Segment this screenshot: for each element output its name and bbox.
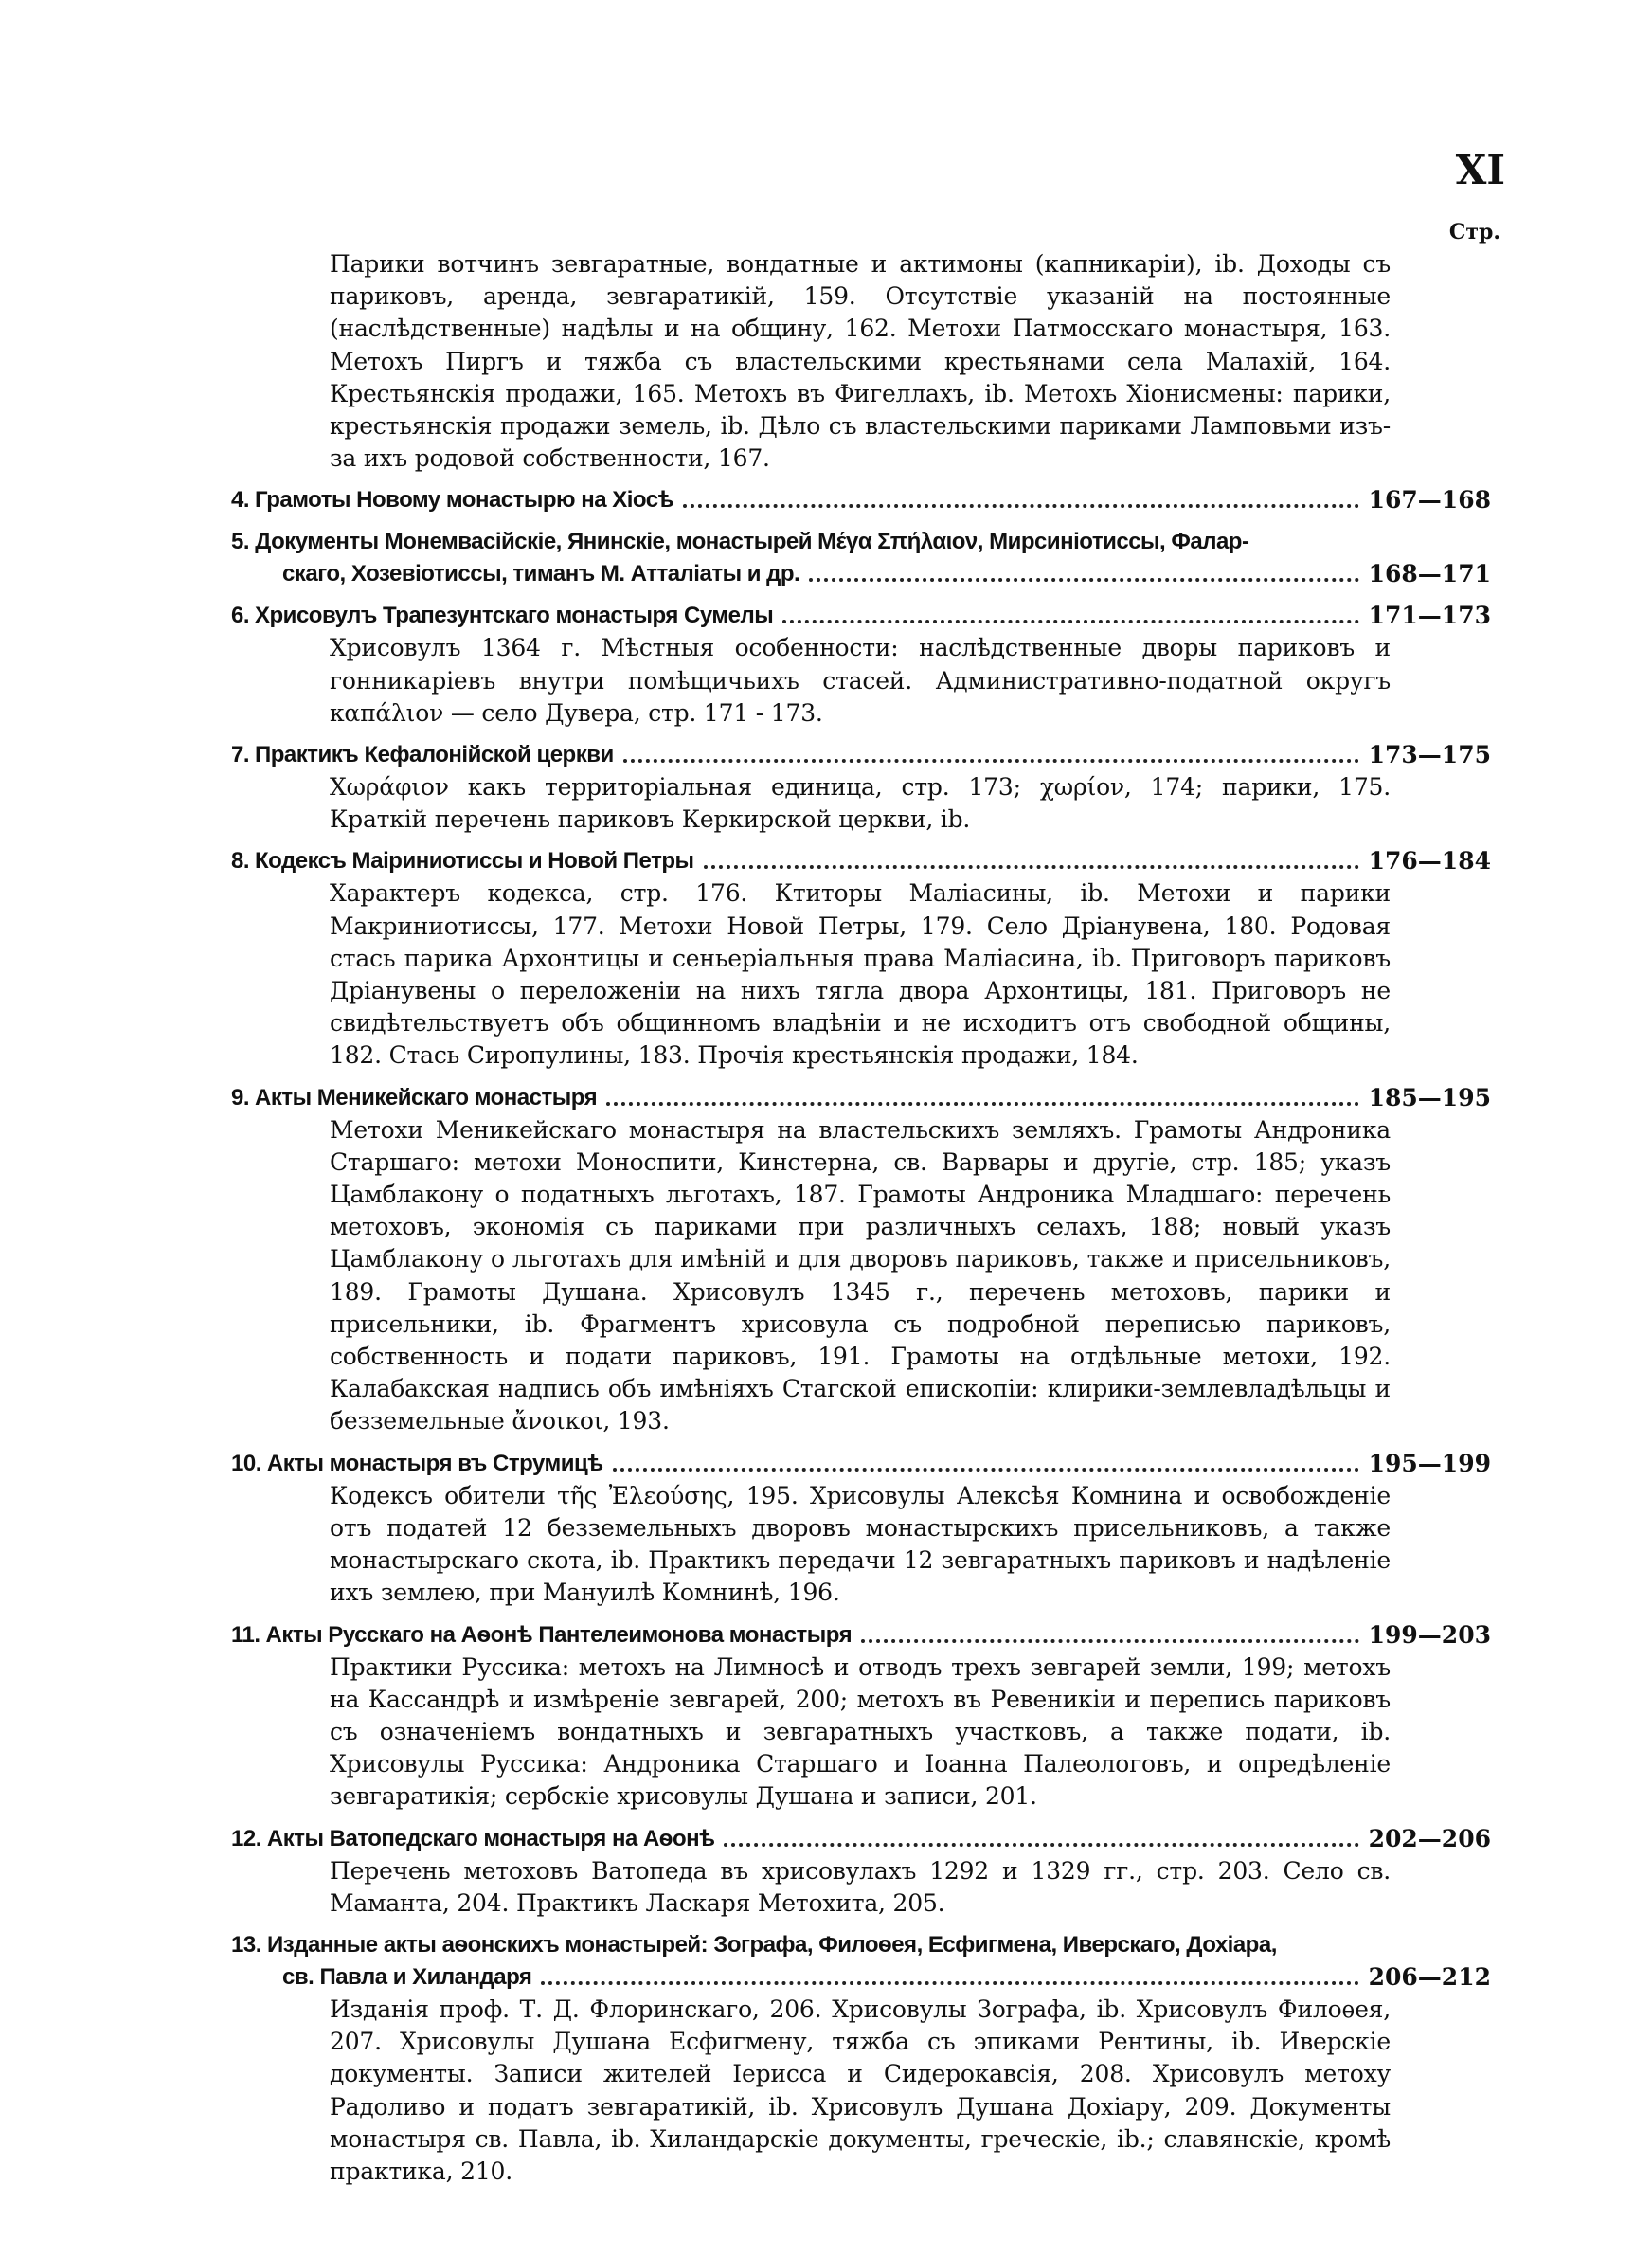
toc-entry	[231, 1823, 1491, 1920]
entry-pages: 206—212	[1368, 1962, 1491, 1991]
page-number: XI	[1455, 147, 1505, 193]
entry-title: Кодексъ Маіриниотиссы и Новой Петры	[255, 848, 694, 875]
entry-description: Изданія проф. Т. Д. Флоринскаго, 206. Хрисовулы Зографа, ib. Хрисовулъ Филоѳея, 207. Хрисовулы Душана Есфигмену, тяжба съ эпиками Рентины, ib. Иверскіе документы. Записи жителей Іерисса и Сидерокавсія, 208. Хрисовулъ метоху Радоливо и податъ зевгаратикій, ib. Хрисовулъ Душана Дохіару, 209. Документы монастыря св. Павла, ib. Хиландарскіе документы, греческіе, ib.; славянскіе, кромѣ практика, 210.	[330, 1995, 1391, 2185]
entry-description: Характеръ кодекса, стр. 176. Ктиторы Маліасины, ib. Метохи и парики Макриниотиссы, 177. Метохи Новой Петры, 179. Село Дріанувена, 180. Родовая стась парика Архонтицы и сеньеріальныя права Маліасина, ib. Приговоръ париковъ Дріанувены о переложеніи на нихъ тягла двора Архонтицы, 181. Приговоръ не свидѣтельствуетъ объ общинномъ владѣніи и не исходитъ отъ свободной общины, 182. Стась Сиропулины, 183. Прочія крестьянскія продажи, 184.	[330, 879, 1391, 1070]
entry-description: Практики Руссика: метохъ на Лимносѣ и отводъ трехъ зевгарей земли, 199; метохъ на Кассандрѣ и измѣреніе зевгарей, 200; метохъ въ Ревеникіи и перепись париковъ съ означеніемъ вондатныхъ и зевгаратныхъ участковъ, а также подати, ib. Хрисовулы Руссика: Андроника Старшаго и Іоанна Палеологовъ, и опредѣленіе зевгаратикія; сербскіе хрисовулы Душана и записи, 201.	[330, 1652, 1391, 1811]
entry-pages: 167—168	[1368, 486, 1491, 515]
toc-entry	[231, 600, 1491, 730]
entry-number: 13.	[231, 1931, 261, 1958]
dot-leader	[724, 1843, 1358, 1847]
entry-pages: 176—184	[1368, 847, 1491, 876]
entry-title: скаго, Хозевіотиссы, тиманъ М. Атталіаты и др.	[282, 561, 800, 587]
entry-title: св. Павла и Хиландаря	[282, 1963, 532, 1990]
toc-entry	[231, 1448, 1491, 1610]
entry-number: 6.	[231, 603, 250, 629]
dot-leader	[861, 1639, 1358, 1643]
entry-number: 12.	[231, 1825, 261, 1851]
entry-title-line1: Изданные акты аѳонскихъ монастырей: Зографа, Филоѳея, Есфигмена, Иверскаго, Дохіара,	[267, 1931, 1277, 1958]
entry-title: Акты Ватопедскаго монастыря на Аѳонѣ	[266, 1825, 715, 1851]
entry-description: Перечень метоховъ Ватопеда въ хрисовулахъ 1292 и 1329 гг., стр. 203. Село св. Маманта, 204. Практикъ Ласкаря Метохита, 205.	[330, 1856, 1391, 1917]
dot-leader	[809, 578, 1358, 582]
dot-leader	[782, 620, 1358, 623]
toc-entry	[231, 845, 1491, 1072]
entry-title: Акты Меникейскаго монастыря	[255, 1084, 598, 1110]
toc-entry	[231, 484, 1491, 516]
dot-leader	[683, 504, 1359, 508]
entry-title: Акты Русскаго на Аѳонѣ Пантелеимонова монастыря	[265, 1621, 853, 1648]
entry-pages: 199—203	[1368, 1620, 1491, 1649]
entry-description: Хрисовулъ 1364 г. Мѣстныя особенности: наслѣдственные дворы париковъ и гонникаріевъ внутри помѣщичьихъ стасей. Административно-податной округъ καπάλιον — село Дувера, стр. 171 - 173.	[330, 634, 1391, 727]
entry-number: 4.	[231, 487, 250, 514]
entry-number: 9.	[231, 1084, 250, 1110]
entry-description: Кодексъ обители τῆς Ἐλεούσης, 195. Хрисовулы Алексѣя Комнина и освобожденіе отъ податей 12 безземельныхъ дворовъ монастырскихъ присельниковъ, а также монастырскаго скота, ib. Практикъ передачи 12 зевгаратныхъ париковъ и надѣленіе ихъ землею, при Мануилѣ Комнинѣ, 196.	[330, 1481, 1391, 1607]
continuation-paragraph: Парики вотчинъ зевгаратные, вондатные и актимоны (капникаріи), ib. Доходы съ париковъ, аренда, зевгаратикій, 159. Отсутствіе указаній на постоянные (наслѣдственные) надѣлы и на общину, 162. Метохи Патмосскаго монастыря, 163. Метохъ Пиргъ и тяжба съ властельскими крестьянами села Малахій, 164. Крестьянскія продажи, 165. Метохъ въ Фигеллахъ, ib. Метохъ Хіонисмены: парики, крестьянскія продажи земель, ib. Дѣло съ властельскими париками Ламповьми изъ-за ихъ родовой собственности, 167.	[330, 250, 1391, 473]
dot-leader	[704, 865, 1359, 869]
entry-number: 7.	[231, 742, 250, 768]
entry-description: Χωράφιον какъ территоріальная единица, стр. 173; χωρίον, 174; парики, 175. Краткій перечень париковъ Керкирской церкви, ib.	[330, 773, 1391, 834]
dot-leader	[623, 759, 1359, 763]
dot-leader	[613, 1468, 1359, 1472]
entry-pages: 171—173	[1368, 602, 1491, 630]
entry-number: 10.	[231, 1450, 261, 1476]
page-column-label: Стр.	[1448, 220, 1500, 244]
toc-entry	[231, 739, 1491, 836]
entry-pages: 173—175	[1368, 741, 1491, 769]
toc-entry	[231, 1929, 1491, 2188]
entry-title: Практикъ Кефалонійской церкви	[255, 742, 614, 768]
entry-pages: 168—171	[1368, 560, 1491, 588]
entry-title: Хрисовулъ Трапезунтскаго монастыря Сумелы	[255, 603, 774, 629]
toc-entry	[231, 1082, 1491, 1438]
entry-title: Акты монастыря въ Струмицѣ	[266, 1450, 603, 1476]
entry-number: 11.	[231, 1621, 260, 1648]
toc-entry	[231, 1619, 1491, 1814]
entry-pages: 202—206	[1368, 1824, 1491, 1852]
table-of-contents	[231, 248, 1491, 2188]
entry-pages: 195—199	[1368, 1449, 1491, 1477]
dot-leader	[606, 1102, 1359, 1106]
entry-description: Метохи Меникейскаго монастыря на властельскихъ земляхъ. Грамоты Андроника Старшаго: метохи Моноспити, Кинстерна, св. Варвары и другіе, стр. 185; указъ Цамблакону о податныхъ льготахъ, 187. Грамоты Андроника Младшаго: перечень метоховъ, экономія съ париками при различныхъ селахъ, 188; новый указъ Цамблакону о льготахъ для имѣній и для дворовъ париковъ, также и присельниковъ, 189. Грамоты Душана. Хрисовулъ 1345 г., перечень метоховъ, парики и присельники, ib. Фрагментъ хрисовула съ подробной переписью париковъ, собственность и подати париковъ, 191. Грамоты на отдѣльные метохи, 192. Калабакская надпись объ имѣніяхъ Стагской епископіи: клирики-землевладѣльцы и безземельные ἄνοικοι, 193.	[330, 1115, 1391, 1435]
toc-entry	[231, 526, 1491, 590]
entry-title: Грамоты Новому монастырю на Хіосѣ	[255, 487, 673, 514]
entry-number: 8.	[231, 848, 250, 875]
entry-number: 5.	[231, 529, 250, 555]
entry-title-line1: Документы Монемвасійскіе, Янинскіе, монастырей Μέγα Σπήλαιον, Мирсиніотиссы, Фалар-	[255, 529, 1249, 555]
dot-leader	[541, 1981, 1358, 1985]
entry-pages: 185—195	[1368, 1083, 1491, 1111]
